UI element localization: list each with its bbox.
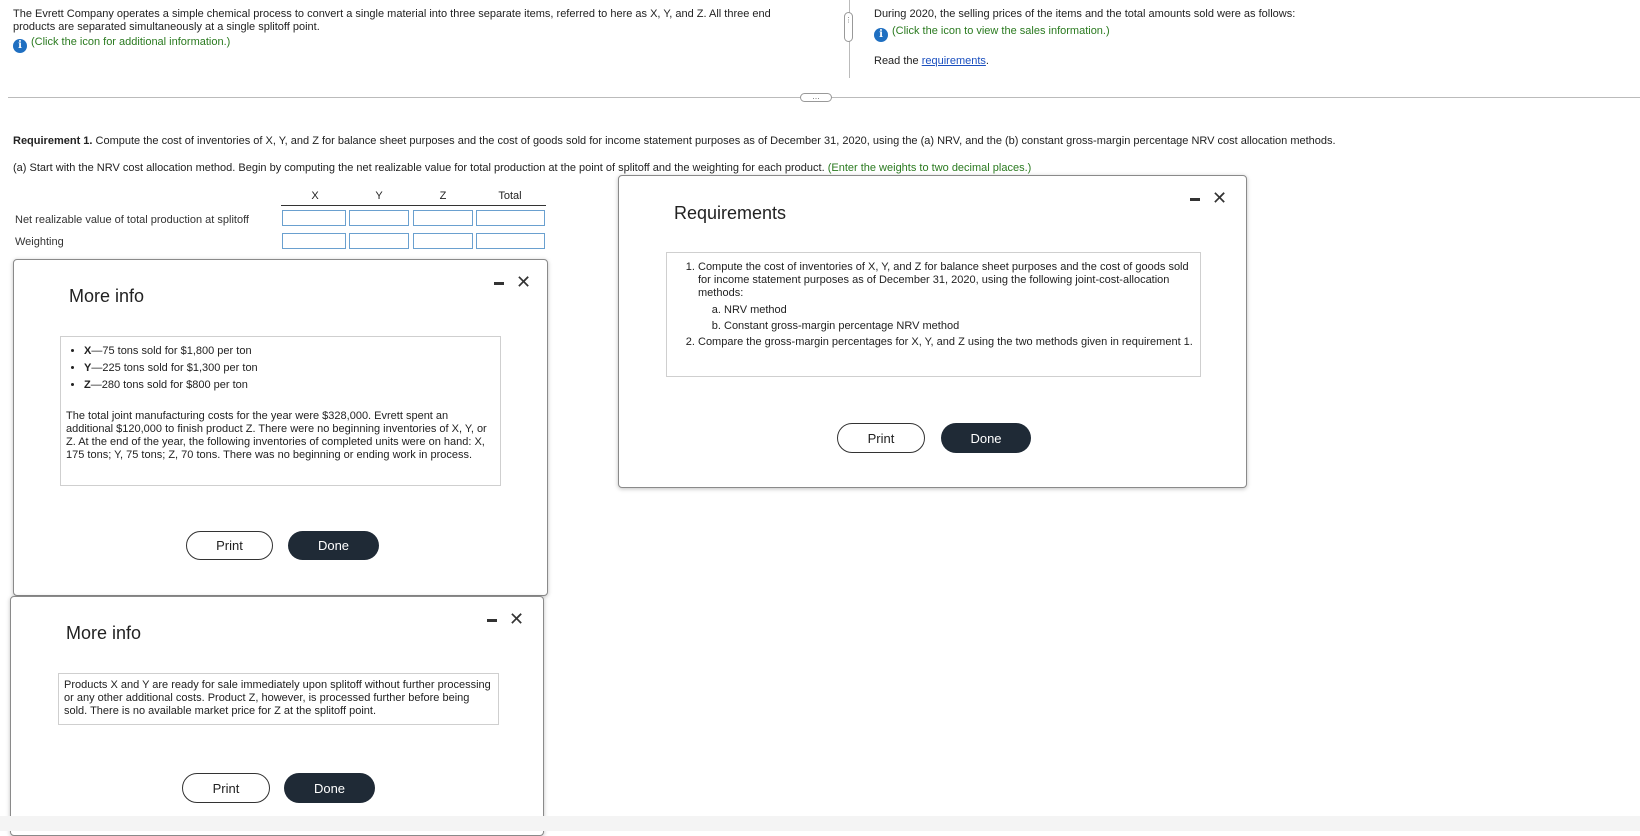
row-label-weighting: Weighting bbox=[15, 236, 64, 248]
print-button[interactable]: Print bbox=[186, 531, 273, 560]
dialog-controls bbox=[487, 609, 524, 630]
requirement-item-1: Compute the cost of inventories of X, Y, and Z for balance sheet purposes and the cost of goods sold for income statement purposes as of December 31, 2020, using the following joint-cost-allocation methods: bbox=[698, 261, 1189, 299]
print-button[interactable]: Print bbox=[182, 773, 270, 803]
close-icon[interactable]: ✕ bbox=[509, 609, 525, 629]
done-button[interactable]: Done bbox=[941, 423, 1031, 453]
horizontal-splitter-handle[interactable]: … bbox=[800, 93, 832, 102]
list-item bbox=[84, 360, 495, 377]
minimize-icon[interactable] bbox=[487, 619, 497, 622]
column-header-z: Z bbox=[439, 190, 447, 202]
requirement-text: Compute the cost of inventories of X, Y, and Z for balance sheet purposes and the cost of goods sold for income statement purposes as of December 31, 2020, using the (a) NRV, and the (b) constant gross-margin percentage NRV cost allocation methods. bbox=[92, 135, 1336, 147]
sales-list bbox=[66, 343, 495, 394]
weight-y-input[interactable] bbox=[349, 233, 409, 249]
product-name: X bbox=[84, 345, 92, 357]
requirements-list bbox=[672, 261, 1195, 349]
dialog-controls bbox=[494, 272, 531, 293]
list-item: a. NRV method bbox=[724, 302, 1195, 318]
dialog-title: Requirements bbox=[674, 203, 787, 223]
sales-info-line[interactable] bbox=[874, 25, 1574, 42]
part-a-text: (a) Start with the NRV cost allocation method. Begin by computing the net realizable value for total production at the point of splitoff and the weighting for each product. bbox=[13, 162, 825, 174]
nrv-y-input[interactable] bbox=[349, 210, 409, 226]
sales-panel bbox=[874, 8, 1574, 68]
column-header-y: Y bbox=[375, 190, 383, 202]
read-requirements-line bbox=[874, 55, 1574, 68]
minimize-icon[interactable] bbox=[494, 282, 504, 285]
requirements-dialog bbox=[618, 175, 1247, 488]
more-info-content bbox=[60, 336, 501, 486]
list-item: b. Constant gross-margin percentage NRV method bbox=[724, 318, 1195, 334]
read-suffix: . bbox=[985, 55, 989, 67]
column-header-total: Total bbox=[498, 190, 522, 202]
weight-x-input[interactable] bbox=[282, 233, 346, 249]
more-info-dialog-sales bbox=[13, 259, 548, 596]
bottom-bar bbox=[0, 816, 1640, 831]
nrv-total-input[interactable] bbox=[476, 210, 545, 226]
done-button[interactable]: Done bbox=[288, 531, 379, 560]
cost-paragraph: The total joint manufacturing costs for the year were $328,000. Evrett spent an additional $120,000 to finish product Z. There were no beginning inventories of X, Y, or Z. At the end of the year, the following inventories of completed units were on hand: X, 175 tons; Y, 75 tons; Z, 70 tons. There was no beginning or ending work in process. bbox=[66, 410, 487, 461]
header-underline bbox=[281, 205, 546, 206]
dialog-title: More info bbox=[66, 623, 142, 643]
read-prefix: Read the bbox=[874, 55, 922, 67]
requirements-link[interactable]: requirements bbox=[921, 55, 986, 67]
part-a-hint: (Enter the weights to two decimal places.) bbox=[827, 162, 1032, 174]
requirement-1 bbox=[13, 135, 1633, 147]
processing-paragraph: Products X and Y are ready for sale immediately upon splitoff without further processing or any other additional costs. Product Z, however, is processed further before being sold. There is no available market price for Z at the splitoff point. bbox=[58, 673, 499, 725]
nrv-z-input[interactable] bbox=[413, 210, 473, 226]
product-sales: —225 tons sold for $1,300 per ton bbox=[91, 362, 258, 374]
done-button[interactable]: Done bbox=[284, 773, 375, 803]
intro-info-line[interactable] bbox=[13, 36, 813, 53]
problem-intro bbox=[13, 8, 813, 53]
info-icon[interactable]: i bbox=[13, 39, 27, 53]
intro-info-link[interactable]: (Click the icon for additional information.) bbox=[31, 36, 231, 48]
sales-text: During 2020, the selling prices of the items and the total amounts sold were as follows: bbox=[874, 8, 1296, 20]
nrv-x-input[interactable] bbox=[282, 210, 346, 226]
part-a-instructions bbox=[13, 162, 1313, 174]
sales-info-link[interactable]: (Click the icon to view the sales information.) bbox=[892, 25, 1110, 37]
list-item bbox=[698, 261, 1195, 334]
requirement-label: Requirement 1. bbox=[13, 135, 93, 147]
list-item bbox=[84, 377, 495, 394]
more-info-dialog-processing bbox=[10, 596, 544, 836]
list-item bbox=[84, 343, 495, 360]
weight-total-input[interactable] bbox=[476, 233, 545, 249]
row-label-nrv: Net realizable value of total production at splitoff bbox=[15, 214, 249, 226]
vertical-splitter-handle[interactable]: ⋮ bbox=[844, 12, 853, 42]
dialog-controls bbox=[1190, 188, 1227, 209]
info-icon[interactable]: i bbox=[874, 28, 888, 42]
minimize-icon[interactable] bbox=[1190, 198, 1200, 201]
product-sales: —280 tons sold for $800 per ton bbox=[90, 379, 248, 391]
column-header-x: X bbox=[311, 190, 319, 202]
print-button[interactable]: Print bbox=[837, 423, 925, 453]
product-name: Z bbox=[84, 379, 91, 391]
dialog-title: More info bbox=[69, 286, 145, 306]
close-icon[interactable]: ✕ bbox=[516, 272, 532, 292]
product-name: Y bbox=[84, 362, 92, 374]
intro-text: The Evrett Company operates a simple chemical process to convert a single material into three separate items, referred to here as X, Y, and Z. All three end products are separated simultaneously at a single splitoff point. bbox=[13, 8, 771, 33]
product-sales: —75 tons sold for $1,800 per ton bbox=[91, 345, 252, 357]
requirements-content bbox=[666, 252, 1201, 377]
close-icon[interactable]: ✕ bbox=[1212, 188, 1228, 208]
list-item: 2. Compare the gross-margin percentages for X, Y, and Z using the two methods given in requirement 1. bbox=[698, 336, 1195, 349]
weight-z-input[interactable] bbox=[413, 233, 473, 249]
